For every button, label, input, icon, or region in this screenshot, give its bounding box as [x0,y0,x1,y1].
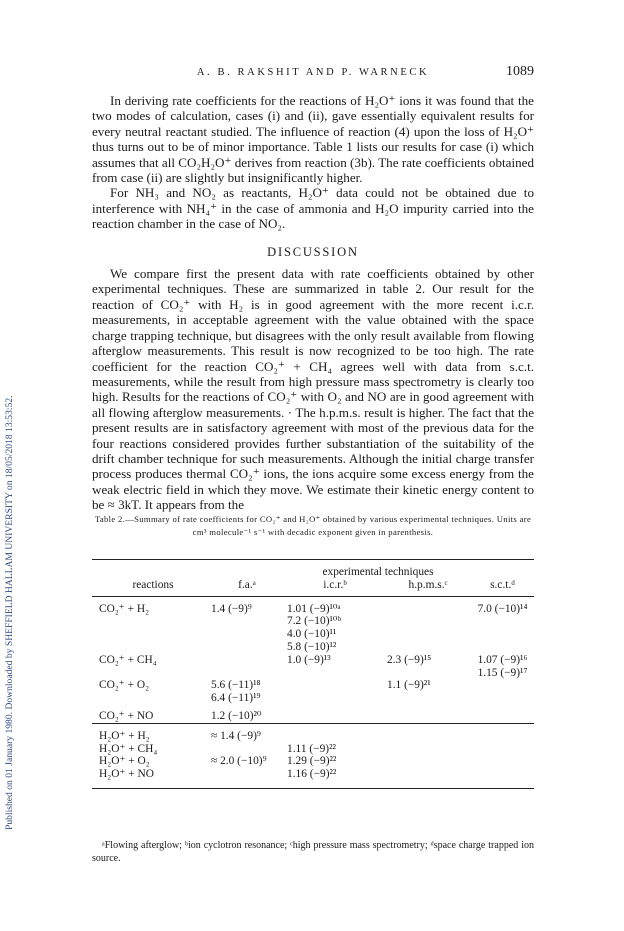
table-cell: 5.8 (−10)¹² [287,640,337,653]
table-cell: 7.0 (−10)¹⁴ [477,602,528,615]
table-row [92,679,534,692]
column-header: f.a.ᵃ [209,579,285,596]
table-cell [471,679,534,692]
table-row [92,755,534,768]
table-cell: CO₂⁺ + CH₄ [99,653,157,666]
table-cell [209,654,285,667]
table-cell [92,692,209,705]
paragraph: For NH₃ and NO₂ as reactants, H₂O⁺ data could not be obtained due to interference with NH₄⁺ in the case of ammonia and H₂O impurity carried into the reaction chamber in the case of NO₂. [92,185,534,232]
table-cell: 1.15 (−9)¹⁷ [477,666,528,679]
table-cell [209,667,285,680]
table-cell: 7.2 (−10)¹⁰ᵇ [287,615,341,628]
table-cell: CO₂⁺ + H₂ [99,602,150,615]
paragraph: In deriving rate coefficients for the reactions of H₂O⁺ ions it was found that the two modes of calculation, cases (i) and (ii), gave essentially equivalent results for every neutral reactant studied. The influence of reaction (4) upon the loss of H₂O⁺ thus turns out to be of minor importance. Table 1 lists our results for case (i) which assumes that all CO₂H₂O⁺ derives from reaction (3b). The rate coefficients obtained from case (ii) are slightly but insignificantly higher. [92,93,534,186]
table-cell [285,667,385,680]
table-cell [285,705,385,723]
table-cell [285,679,385,692]
table-cell [385,705,471,723]
section-heading: DISCUSSION [267,244,359,259]
paragraph: We compare first the present data with rate coefficients obtained by other experimental techniques. These are summarized in table 2. Our result for the reaction of CO₂⁺ with H₂ is in good agreement with the more recent i.c.r. measurements, in acceptable agreement with the value obtained with the space charge trapping technique, but disagrees with the only result available from flowing afterglow measurements. This result is now recognized to be too high. The rate coefficient for the reaction CO₂⁺ + CH₄ agrees well with data from s.c.t. measurements, while the result from high pressure mass spectrometry is clearly too high. Results for the reactions of CO₂⁺ with O₂ and NO are in good agreement with all flowing afterglow measurements. · The h.p.m.s. result is higher. The fact that the present results are in satisfactory agreement with most of the previous data for the four reactions considered provides further substantiation of the suitability of the drift chamber technique for such measurements. Although the initial charge transfer process produces thermal CO₂⁺ ions, the ions acquire some excess energy from the weak electric field in which they move. We estimate their kinetic energy content to be ≈ 3kT. It appears from the [92,266,534,513]
table-cell: H₂O⁺ + O₂ [99,755,150,768]
table-cell [385,615,471,628]
table-cell [92,615,209,628]
running-header [92,64,534,81]
column-header: h.p.m.s.ᶜ [385,579,471,596]
table-cell [471,692,534,705]
table-cell: H₂O⁺ + H₂ [92,723,209,742]
table-cell: 4.0 (−10)¹¹ [287,628,337,641]
table-cell: 5.6 (−11)¹⁸ [211,679,261,692]
table-cell [92,667,209,680]
table-cell [471,628,534,641]
table-cell: H₂O⁺ + NO [92,768,209,788]
table-cell [385,628,471,641]
table-cell: 1.01 (−9)¹⁰ᵃ [287,602,341,615]
table-cell [92,628,209,641]
table-cell: CO₂⁺ + O₂ [99,679,150,692]
table-cell [209,768,285,788]
table-row [92,743,534,756]
column-header: reactions [92,579,209,596]
table-label: Table 2. [94,514,126,524]
table-cell [471,755,534,768]
table-caption [92,513,534,539]
table-row [92,667,534,680]
table-cell: 1.4 (−9)⁹ [211,602,252,615]
table-row [92,628,534,641]
table-cell [385,641,471,654]
table-footnote: ᵃFlowing afterglow; ᵇion cyclotron resonance; ᶜhigh pressure mass spectrometry; ᵈspace charge trapped ion source. [92,840,534,864]
table-cell [471,723,534,742]
table-cell: 2.3 (−9)¹⁵ [387,653,432,666]
column-header: s.c.t.ᵈ [471,579,534,596]
table-cell [385,743,471,756]
page-number: 1089 [506,64,534,79]
table-row [92,596,534,615]
table-cell: H₂O⁺ + CH₄ [99,742,158,755]
body-text [92,93,534,513]
header-authors: A. B. RAKSHIT AND P. WARNECK [196,67,430,78]
table-cell: 1.29 (−9)²² [287,755,337,768]
table-cell: 1.0 (−9)¹³ [287,653,331,666]
table-header-row [92,560,534,579]
table-cell [385,692,471,705]
table-cell [285,692,385,705]
table-cell: ≈ 2.0 (−10)⁹ [211,755,267,768]
table-cell: 1.11 (−9)²² [287,742,336,755]
table-row [92,615,534,628]
table-cell [385,596,471,615]
table-cell [385,768,471,788]
table-cell: 1.16 (−9)²² [285,768,385,788]
table-cell: CO₂⁺ + NO [99,709,154,722]
table-cell [92,641,209,654]
table-cell [285,723,385,742]
table-cell [209,628,285,641]
rate-coefficient-table [92,559,534,789]
column-group-header: experimental techniques [285,560,471,579]
table-caption-text: —Summary of rate coefficients for CO₂⁺ and H₂O⁺ obtained by various experimental techniques. Units are cm³ molecule⁻¹ s⁻¹ with decadic exponent given in parenthesis. [125,514,532,537]
table-row [92,641,534,654]
table-cell [471,705,534,723]
table-header-row [92,579,534,596]
table-cell: 1.2 (−10)²⁰ [211,709,262,722]
download-watermark-text: Published on 01 January 1980. Downloaded by SHEFFIELD HALLAM UNIVERSITY on 18/05/2018 13:53:52. [4,395,15,830]
table-cell [209,641,285,654]
table-row [92,654,534,667]
table-cell [471,615,534,628]
table-cell [385,667,471,680]
table-row [92,768,534,788]
column-header: i.c.r.ᵇ [285,579,385,596]
table-cell [471,641,534,654]
table-row [92,692,534,705]
table-cell: 6.4 (−11)¹⁹ [211,692,261,705]
table-cell [385,723,471,742]
download-watermark [2,70,16,830]
table-row [92,705,534,723]
table-cell: 1.1 (−9)²¹ [387,679,431,692]
table-cell [209,615,285,628]
table-cell: 1.07 (−9)¹⁶ [477,653,528,666]
table-cell: ≈ 1.4 (−9)⁹ [209,723,285,742]
table-row [92,723,534,742]
table-cell [385,755,471,768]
table-cell [471,743,534,756]
table-cell [471,768,534,788]
table-cell [209,743,285,756]
